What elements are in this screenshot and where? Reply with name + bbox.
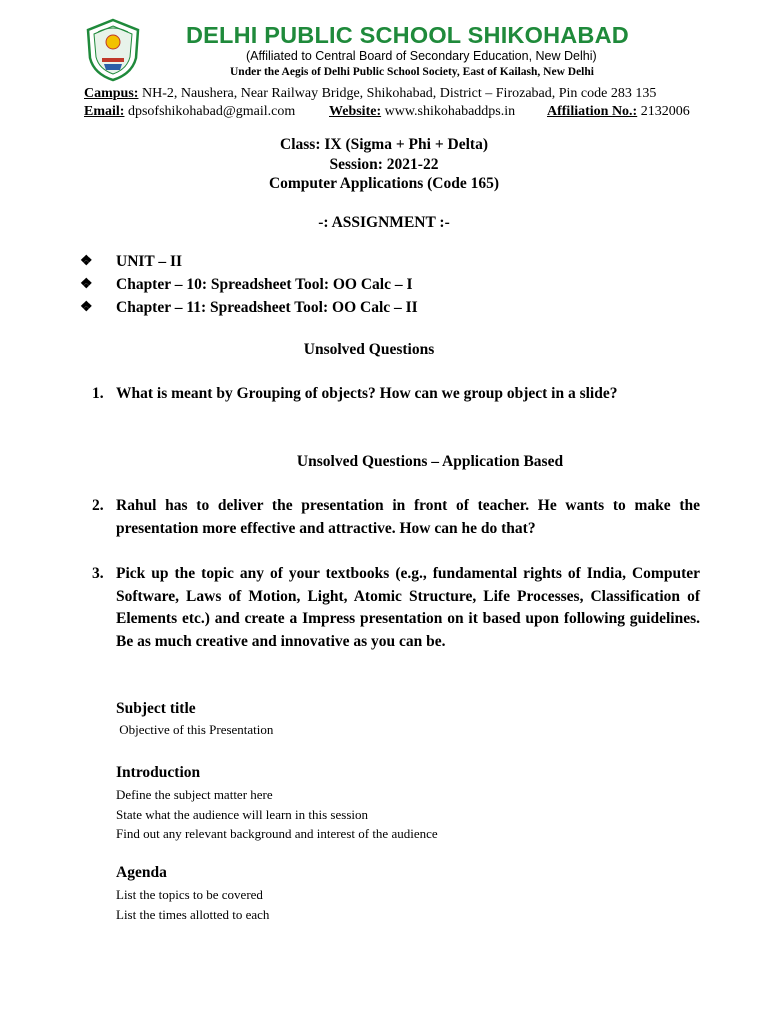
subject-line: Computer Applications (Code 165): [268, 175, 500, 192]
list-item-text: Chapter – 11: Spreadsheet Tool: OO Calc – II: [116, 298, 418, 316]
section-line: List the topics to be covered: [116, 887, 263, 902]
section-line: List the times allotted to each: [116, 906, 270, 922]
unsolved-heading: Unsolved Questions: [303, 341, 435, 358]
section-line: State what the audience will learn in this session: [116, 806, 368, 822]
section-title-subject: Subject title: [116, 700, 196, 717]
question-text: What is meant by Grouping of objects? How can we group object in a slide?: [116, 385, 618, 402]
question-3: [92, 563, 700, 653]
assignment-title: -: ASSIGNMENT :-: [318, 214, 450, 231]
contact-line: [84, 104, 704, 120]
question-number: 3.: [92, 565, 104, 582]
section-line: Objective of this Presentation: [116, 722, 274, 737]
website-value[interactable]: www.shikohabaddps.in: [381, 104, 516, 119]
section-title-introduction: Introduction: [116, 764, 201, 781]
website-block: [329, 104, 515, 120]
email-label: Email:: [84, 104, 125, 119]
list-item: [80, 273, 418, 296]
section-body-agenda: [116, 885, 269, 924]
section-title-agenda: Agenda: [116, 864, 167, 881]
school-name: DELHI PUBLIC SCHOOL SHIKOHABAD: [186, 22, 629, 48]
website-label: Website:: [329, 104, 382, 119]
affiliation-text: (Affiliated to Central Board of Secondary Education, New Delhi): [246, 49, 597, 63]
affiliation-number-block: [547, 104, 690, 120]
question-2: [92, 495, 700, 540]
affiliation-number-value: 2132006: [637, 104, 690, 119]
list-item: [80, 250, 418, 273]
application-heading: Unsolved Questions – Application Based: [296, 453, 564, 470]
question-text: Pick up the topic any of your textbooks (e.g., fundamental rights of India, Computer Software, Laws of Motion, Light, Atomic Structure, Life Processes, Classification of Elements etc.) and create a Impress presentation on it based upon following guidelines. Be as much creative and innovative as you can be.: [116, 565, 700, 650]
question-number: 2.: [92, 497, 104, 514]
list-item: [80, 296, 418, 319]
section-line: Define the subject matter here: [116, 787, 273, 802]
email-block: [84, 104, 295, 119]
question-1: [92, 383, 700, 406]
aegis-text: Under the Aegis of Delhi Public School Society, East of Kailash, New Delhi: [230, 66, 594, 78]
diamond-bullet-icon: ❖: [80, 277, 93, 292]
topic-list: [80, 250, 418, 319]
class-line: Class: IX (Sigma + Phi + Delta): [280, 136, 488, 153]
section-body-subject: [116, 720, 273, 740]
question-text: Rahul has to deliver the presentation in front of teacher. He wants to make the presentation more effective and attractive. How can he do that?: [116, 497, 700, 537]
letterhead: [0, 0, 768, 125]
campus-address: NH-2, Naushera, Near Railway Bridge, Shikohabad, District – Firozabad, Pin code 283 135: [138, 86, 657, 101]
section-body-introduction: [116, 785, 438, 844]
campus-line: [84, 86, 656, 102]
school-crest-icon: [84, 18, 142, 82]
question-number: 1.: [92, 385, 104, 402]
diamond-bullet-icon: ❖: [80, 300, 93, 315]
email-value[interactable]: dpsofshikohabad@gmail.com: [124, 104, 296, 119]
diamond-bullet-icon: ❖: [80, 254, 93, 269]
campus-label: Campus:: [84, 86, 139, 101]
section-line: Find out any relevant background and interest of the audience: [116, 826, 438, 841]
session-line: Session: 2021-22: [329, 156, 439, 173]
list-item-text: Chapter – 10: Spreadsheet Tool: OO Calc – I: [116, 275, 413, 293]
list-item-text: UNIT – II: [116, 252, 183, 270]
affiliation-number-label: Affiliation No.:: [547, 104, 638, 119]
